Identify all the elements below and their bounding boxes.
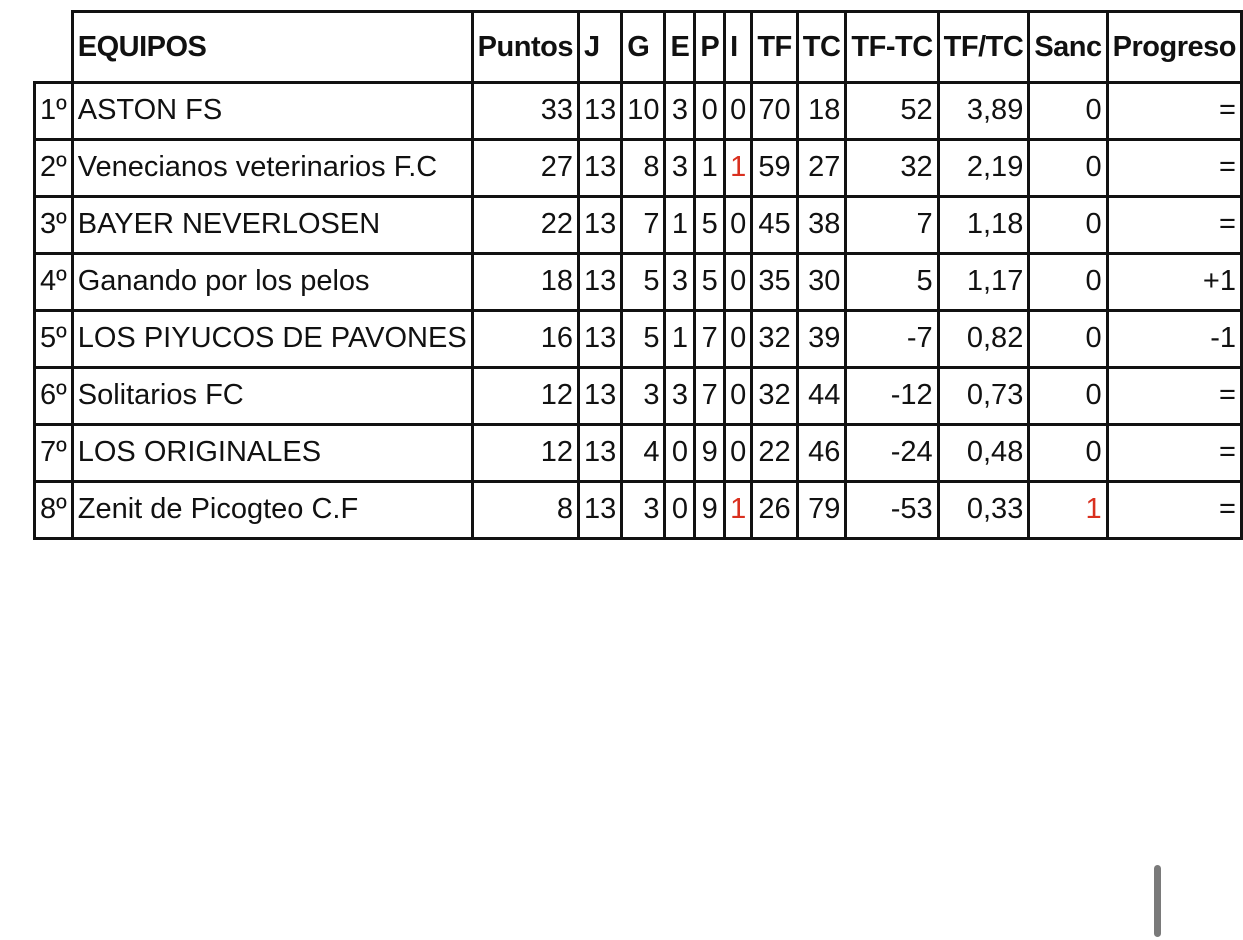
cell-j: 13 [578, 482, 621, 539]
cell-position: 3º [35, 197, 73, 254]
cell-j: 13 [578, 311, 621, 368]
cell-progreso: = [1107, 83, 1241, 140]
cell-e: 0 [665, 482, 695, 539]
cell-sanc: 0 [1029, 197, 1107, 254]
cell-i: 0 [725, 197, 752, 254]
table-row [35, 425, 1242, 482]
cell-tf: 32 [752, 368, 797, 425]
cell-e: 3 [665, 83, 695, 140]
cell-tf-ratio: 0,82 [938, 311, 1029, 368]
cell-g: 4 [622, 425, 665, 482]
cell-p: 7 [695, 311, 725, 368]
cell-g: 5 [622, 254, 665, 311]
header-position [35, 12, 73, 83]
cell-tf-ratio: 0,73 [938, 368, 1029, 425]
cell-team: Solitarios FC [72, 368, 472, 425]
header-progreso: Progreso [1107, 12, 1241, 83]
cell-e: 1 [665, 197, 695, 254]
cell-tc: 39 [797, 311, 846, 368]
header-j: J [578, 12, 621, 83]
cell-tf: 70 [752, 83, 797, 140]
cell-j: 13 [578, 140, 621, 197]
header-g: G [622, 12, 665, 83]
cell-team: BAYER NEVERLOSEN [72, 197, 472, 254]
header-i: I [725, 12, 752, 83]
cell-tf-tc: 32 [846, 140, 938, 197]
cell-tf-tc: -7 [846, 311, 938, 368]
cell-g: 3 [622, 368, 665, 425]
cell-p: 9 [695, 425, 725, 482]
table-row [35, 254, 1242, 311]
cell-puntos: 27 [472, 140, 578, 197]
cell-i: 0 [725, 83, 752, 140]
cell-progreso: = [1107, 140, 1241, 197]
cell-p: 0 [695, 83, 725, 140]
cell-sanc: 0 [1029, 311, 1107, 368]
cell-position: 2º [35, 140, 73, 197]
cell-tf-tc: 7 [846, 197, 938, 254]
cell-j: 13 [578, 368, 621, 425]
cell-position: 8º [35, 482, 73, 539]
cell-progreso: = [1107, 425, 1241, 482]
cell-tf: 22 [752, 425, 797, 482]
cell-i: 0 [725, 425, 752, 482]
cell-progreso: = [1107, 482, 1241, 539]
cell-tf-tc: -12 [846, 368, 938, 425]
cell-progreso: +1 [1107, 254, 1241, 311]
cell-g: 8 [622, 140, 665, 197]
cell-tf: 35 [752, 254, 797, 311]
cell-tc: 38 [797, 197, 846, 254]
cell-tc: 44 [797, 368, 846, 425]
cell-tf: 59 [752, 140, 797, 197]
cell-i: 1 [725, 140, 752, 197]
header-p: P [695, 12, 725, 83]
table-row [35, 368, 1242, 425]
cell-i: 0 [725, 368, 752, 425]
header-row [35, 12, 1242, 83]
cell-j: 13 [578, 197, 621, 254]
cell-e: 3 [665, 368, 695, 425]
header-tf-ratio: TF/TC [938, 12, 1029, 83]
header-puntos: Puntos [472, 12, 578, 83]
cell-tc: 79 [797, 482, 846, 539]
standings-table [33, 10, 1243, 540]
cell-sanc: 0 [1029, 254, 1107, 311]
cell-p: 9 [695, 482, 725, 539]
cell-puntos: 12 [472, 368, 578, 425]
cell-puntos: 16 [472, 311, 578, 368]
cell-i: 1 [725, 482, 752, 539]
vertical-scrollbar[interactable] [1154, 865, 1161, 937]
header-sanc: Sanc [1029, 12, 1107, 83]
table-row [35, 140, 1242, 197]
cell-e: 1 [665, 311, 695, 368]
header-tf-tc: TF-TC [846, 12, 938, 83]
cell-sanc: 0 [1029, 368, 1107, 425]
cell-position: 4º [35, 254, 73, 311]
cell-sanc: 0 [1029, 425, 1107, 482]
cell-p: 5 [695, 254, 725, 311]
cell-tf-ratio: 0,48 [938, 425, 1029, 482]
cell-team: ASTON FS [72, 83, 472, 140]
cell-tc: 18 [797, 83, 846, 140]
cell-j: 13 [578, 83, 621, 140]
cell-g: 3 [622, 482, 665, 539]
cell-tf-tc: -24 [846, 425, 938, 482]
cell-team: Zenit de Picogteo C.F [72, 482, 472, 539]
cell-puntos: 8 [472, 482, 578, 539]
cell-p: 5 [695, 197, 725, 254]
header-tc: TC [797, 12, 846, 83]
cell-puntos: 22 [472, 197, 578, 254]
cell-team: Ganando por los pelos [72, 254, 472, 311]
header-equipos: EQUIPOS [72, 12, 472, 83]
cell-p: 7 [695, 368, 725, 425]
cell-tf-tc: 5 [846, 254, 938, 311]
cell-e: 0 [665, 425, 695, 482]
cell-tf-ratio: 0,33 [938, 482, 1029, 539]
cell-tf: 26 [752, 482, 797, 539]
cell-progreso: -1 [1107, 311, 1241, 368]
table-row [35, 311, 1242, 368]
cell-puntos: 33 [472, 83, 578, 140]
cell-puntos: 18 [472, 254, 578, 311]
header-e: E [665, 12, 695, 83]
table-row [35, 482, 1242, 539]
cell-tc: 46 [797, 425, 846, 482]
cell-tc: 30 [797, 254, 846, 311]
cell-team: LOS ORIGINALES [72, 425, 472, 482]
cell-tc: 27 [797, 140, 846, 197]
cell-e: 3 [665, 140, 695, 197]
cell-progreso: = [1107, 197, 1241, 254]
cell-position: 7º [35, 425, 73, 482]
table-row [35, 197, 1242, 254]
cell-g: 7 [622, 197, 665, 254]
cell-j: 13 [578, 425, 621, 482]
cell-g: 10 [622, 83, 665, 140]
cell-progreso: = [1107, 368, 1241, 425]
cell-tf: 32 [752, 311, 797, 368]
cell-tf-ratio: 2,19 [938, 140, 1029, 197]
cell-sanc: 0 [1029, 140, 1107, 197]
cell-sanc: 0 [1029, 83, 1107, 140]
cell-p: 1 [695, 140, 725, 197]
header-tf: TF [752, 12, 797, 83]
cell-team: LOS PIYUCOS DE PAVONES [72, 311, 472, 368]
cell-tf-ratio: 1,18 [938, 197, 1029, 254]
table-row [35, 83, 1242, 140]
cell-i: 0 [725, 311, 752, 368]
cell-tf-tc: -53 [846, 482, 938, 539]
cell-position: 5º [35, 311, 73, 368]
cell-sanc: 1 [1029, 482, 1107, 539]
cell-j: 13 [578, 254, 621, 311]
cell-g: 5 [622, 311, 665, 368]
cell-tf: 45 [752, 197, 797, 254]
cell-i: 0 [725, 254, 752, 311]
cell-tf-ratio: 3,89 [938, 83, 1029, 140]
cell-position: 6º [35, 368, 73, 425]
cell-team: Venecianos veterinarios F.C [72, 140, 472, 197]
cell-tf-tc: 52 [846, 83, 938, 140]
cell-position: 1º [35, 83, 73, 140]
cell-e: 3 [665, 254, 695, 311]
cell-puntos: 12 [472, 425, 578, 482]
cell-tf-ratio: 1,17 [938, 254, 1029, 311]
